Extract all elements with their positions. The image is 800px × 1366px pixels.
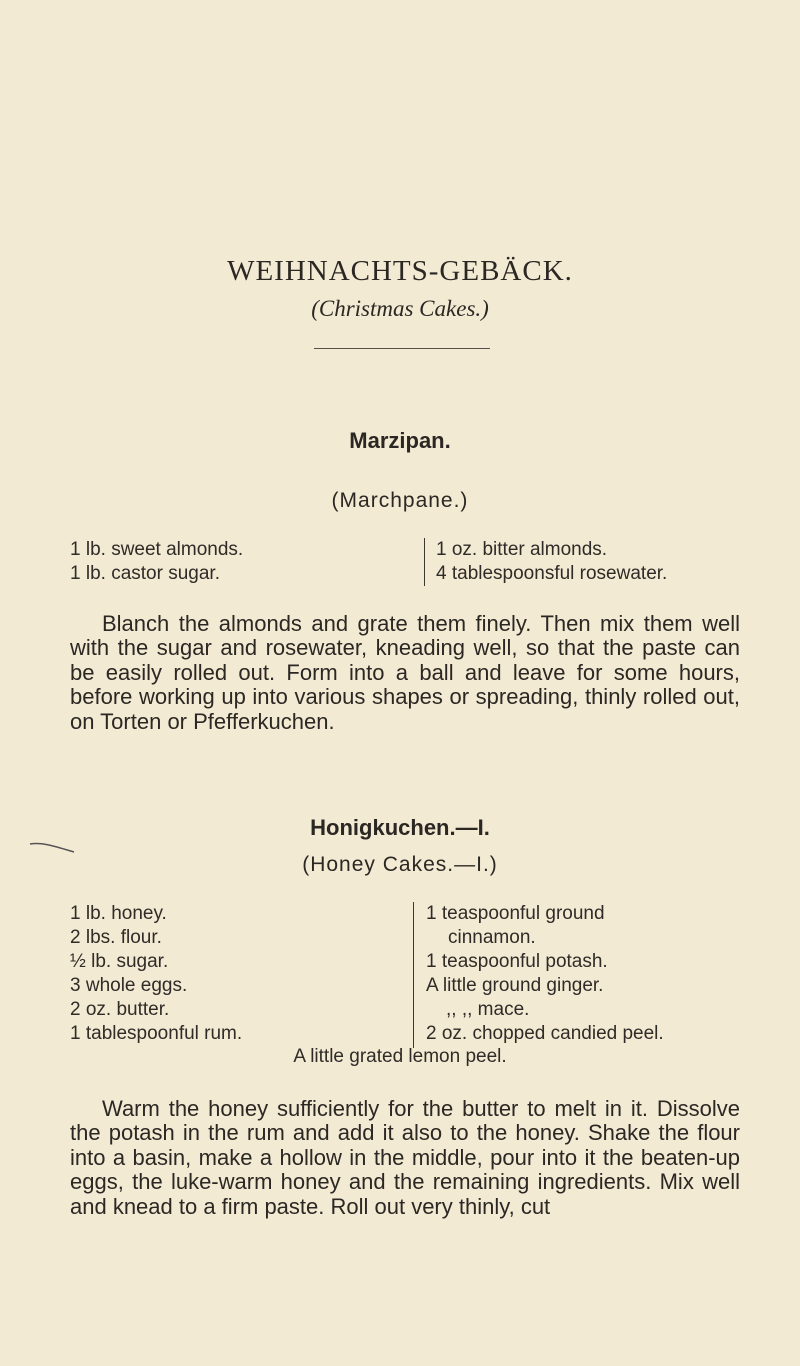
column-divider xyxy=(424,538,425,586)
ingredient-list-right xyxy=(436,538,667,586)
ink-stroke-mark xyxy=(28,840,78,854)
ingredient-item: 1 teaspoonful ground xyxy=(426,903,605,924)
ingredient-item: 1 lb. castor sugar. xyxy=(70,563,220,584)
recipe-subtitle-honigkuchen: (Honey Cakes.—I.) xyxy=(302,853,498,876)
ingredient-item: 1 oz. bitter almonds. xyxy=(436,539,608,560)
ingredient-item: 2 lbs. flour. xyxy=(70,927,162,948)
ingredient-item: 1 lb. sweet almonds. xyxy=(70,539,244,560)
ingredient-list-right xyxy=(426,902,664,1046)
ingredient-list-left xyxy=(70,538,243,586)
column-divider xyxy=(413,902,414,1048)
recipe-title-honigkuchen: Honigkuchen.—I. xyxy=(310,815,490,840)
chapter-title: WEIHNACHTS-GEBÄCK. xyxy=(227,255,573,287)
ingredient-item: 4 tablespoonsful rosewater. xyxy=(436,563,668,584)
ingredient-item: 2 oz. chopped candied peel. xyxy=(426,1023,664,1044)
recipe-method-marzipan: Blanch the almonds and grate them finely. Then mix them well with the sugar and rosewater, kneading well, so that the paste can be easily rolled out. Form into a ball and leave for some hours, before working up into various shapes or spreading, thinly rolled out, on Torten or Pfefferkuchen. xyxy=(70,611,740,734)
ingredient-item: 1 lb. honey. xyxy=(70,903,167,924)
section-rule xyxy=(314,348,490,349)
recipe-method-honigkuchen: Warm the honey sufficiently for the butter to melt in it. Dissolve the potash in the rum and add it also to the honey. Shake the flour into a basin, make a hollow in the middle, pour into it the beaten-up eggs, the luke-warm honey and the remaining ingredients. Mix well and knead to a firm paste. Roll out very thinly, cut xyxy=(70,1096,740,1219)
recipe-title-marzipan: Marzipan. xyxy=(349,428,451,453)
ingredient-item: 2 oz. butter. xyxy=(70,999,170,1020)
ingredient-item: A little ground ginger. xyxy=(426,975,604,996)
recipe-subtitle-marzipan: (Marchpane.) xyxy=(331,489,469,512)
ingredient-item: ½ lb. sugar. xyxy=(70,951,169,972)
ingredient-item-centered: A little grated lemon peel. xyxy=(293,1046,507,1067)
ingredient-item: 1 tablespoonful rum. xyxy=(70,1023,243,1044)
ingredient-item: 1 teaspoonful potash. xyxy=(426,951,608,972)
ingredient-list-left xyxy=(70,902,242,1046)
ingredient-item: cinnamon. xyxy=(448,927,536,948)
ingredient-item: ,, ,, mace. xyxy=(446,999,530,1020)
ingredient-item: 3 whole eggs. xyxy=(70,975,188,996)
chapter-subtitle: (Christmas Cakes.) xyxy=(311,296,489,321)
